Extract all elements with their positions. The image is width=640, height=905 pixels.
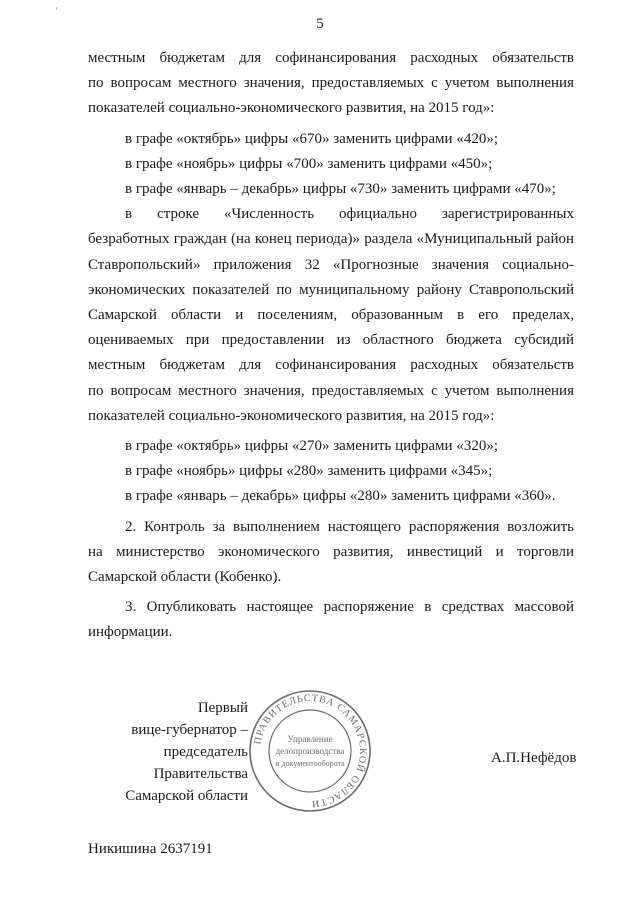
text-line: 2. Контроль за выполнением настоящего распоряжения возложить — [125, 518, 574, 535]
text-line: Самарской области (Кобенко). — [88, 569, 282, 586]
text-line: 3. Опубликовать настоящее распоряжение в средствах массовой — [125, 599, 574, 616]
stamp-center-line: Управление — [287, 734, 333, 744]
text-line: безработных граждан (на конец периода)» раздела «Муниципальный район — [88, 231, 574, 248]
text-line: Ставропольский» приложения 32 «Прогнозные значения социально- — [88, 256, 574, 273]
document-body — [88, 46, 574, 646]
text-line: в графе «ноябрь» цифры «280» заменить цифрами «345»; — [125, 463, 493, 480]
text-line: в строке «Численность официально зарегистрированных — [125, 206, 574, 223]
signatory-title-line: председатель Правительства — [153, 744, 248, 782]
signatory-title-line: Самарской области — [125, 788, 248, 804]
text-line: в графе «январь – декабрь» цифры «280» заменить цифрами «360». — [125, 488, 556, 505]
stamp-ring-text: ПРАВИТЕЛЬСТВА САМАРСКОЙ ОБЛАСТИ — [252, 692, 369, 810]
text-line: по вопросам местного значения, предоставляемых с учетом выполнения — [88, 75, 574, 92]
signatory-title-line: вице-губернатор – — [131, 722, 248, 738]
text-line: оцениваемых при предоставлении из областного бюджета субсидий — [88, 332, 574, 349]
text-line: экономических показателей по муниципальному району Ставропольский — [88, 281, 574, 298]
corner-mark: ' — [56, 6, 58, 16]
text-line: показателей социально-экономического развития, на 2015 год»: — [88, 407, 495, 424]
signatory-title — [90, 697, 248, 807]
stamp-center-line: делопроизводства — [275, 746, 345, 756]
text-line: в графе «ноябрь» цифры «700» заменить цифрами «450»; — [125, 155, 493, 172]
signatory-title-line: Первый — [197, 700, 248, 716]
official-stamp — [247, 688, 373, 814]
text-line: Самарской области и поселениям, образованным в его пределах, — [88, 307, 574, 324]
signatory-name: А.П.Нефёдов — [491, 750, 577, 766]
text-line: показателей социально-экономического развития, на 2015 год»: — [88, 100, 495, 117]
text-line: в графе «октябрь» цифры «670» заменить цифрами «420»; — [125, 130, 498, 147]
text-line: информации. — [88, 624, 173, 641]
text-line: по вопросам местного значения, предоставляемых с учетом выполнения — [88, 382, 574, 399]
text-line: местным бюджетам для софинансирования расходных обязательств — [88, 50, 574, 66]
executor-contact: Никишина 2637191 — [88, 841, 213, 857]
text-line: местным бюджетам для софинансирования расходных обязательств — [88, 357, 574, 374]
text-line: в графе «октябрь» цифры «270» заменить цифрами «320»; — [125, 438, 498, 455]
stamp-center-line: и документооборота — [275, 759, 345, 768]
page-number: 5 — [316, 16, 324, 32]
text-line: в графе «январь – декабрь» цифры «730» заменить цифрами «470»; — [125, 181, 556, 198]
text-line: на министерство экономического развития, инвестиций и торговли — [88, 543, 574, 560]
